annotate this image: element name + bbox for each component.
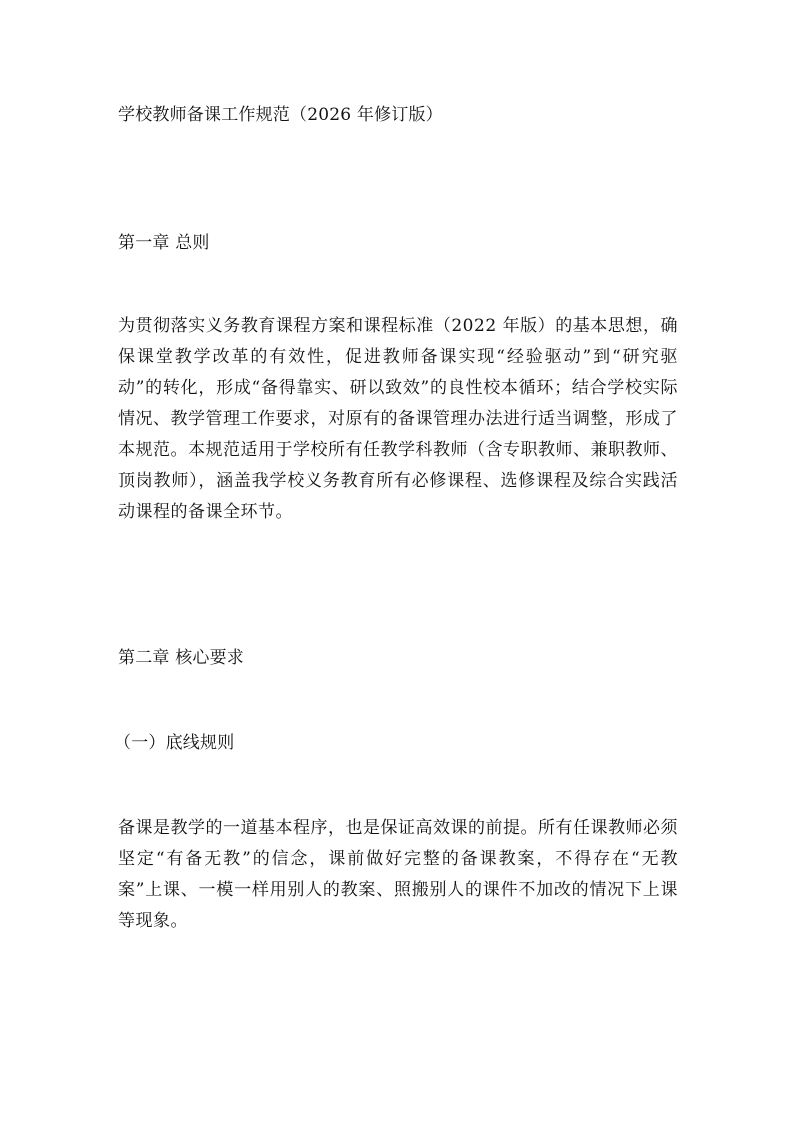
section-1-paragraph: 备课是教学的一道基本程序，也是保证高效课的前提。所有任课教师必须坚定“有备无教”的信念，课前做好完整的备课教案，不得存在“无教案”上课、一模一样用别人的教案、照搬别人的课件不加改的情况下上课等现象。 [118,818,678,931]
chapter-2-heading: 第二章 核心要求 [118,648,245,668]
section-1-heading: （一）底线规则 [114,733,235,753]
chapter-1-paragraph: 为贯彻落实义务教育课程方案和课程标准（2022 年版）的基本思想，确保课堂教学改革的有效性，促进教师备课实现“经验驱动”到“研究驱动”的转化，形成“备得靠实、研以致效”的良性校本循环；结合学校实际情况、教学管理工作要求，对原有的备课管理办法进行适当调整，形成了本规范。本规范适用于学校所有任教学科教师（含专职教师、兼职教师、顶岗教师），涵盖我学校义务教育所有必修课程、选修课程及综合实践活动课程的备课全环节。 [118,316,678,522]
document-title: 学校教师备课工作规范（2026 年修订版） [118,105,443,125]
chapter-1-heading: 第一章 总则 [118,233,210,253]
